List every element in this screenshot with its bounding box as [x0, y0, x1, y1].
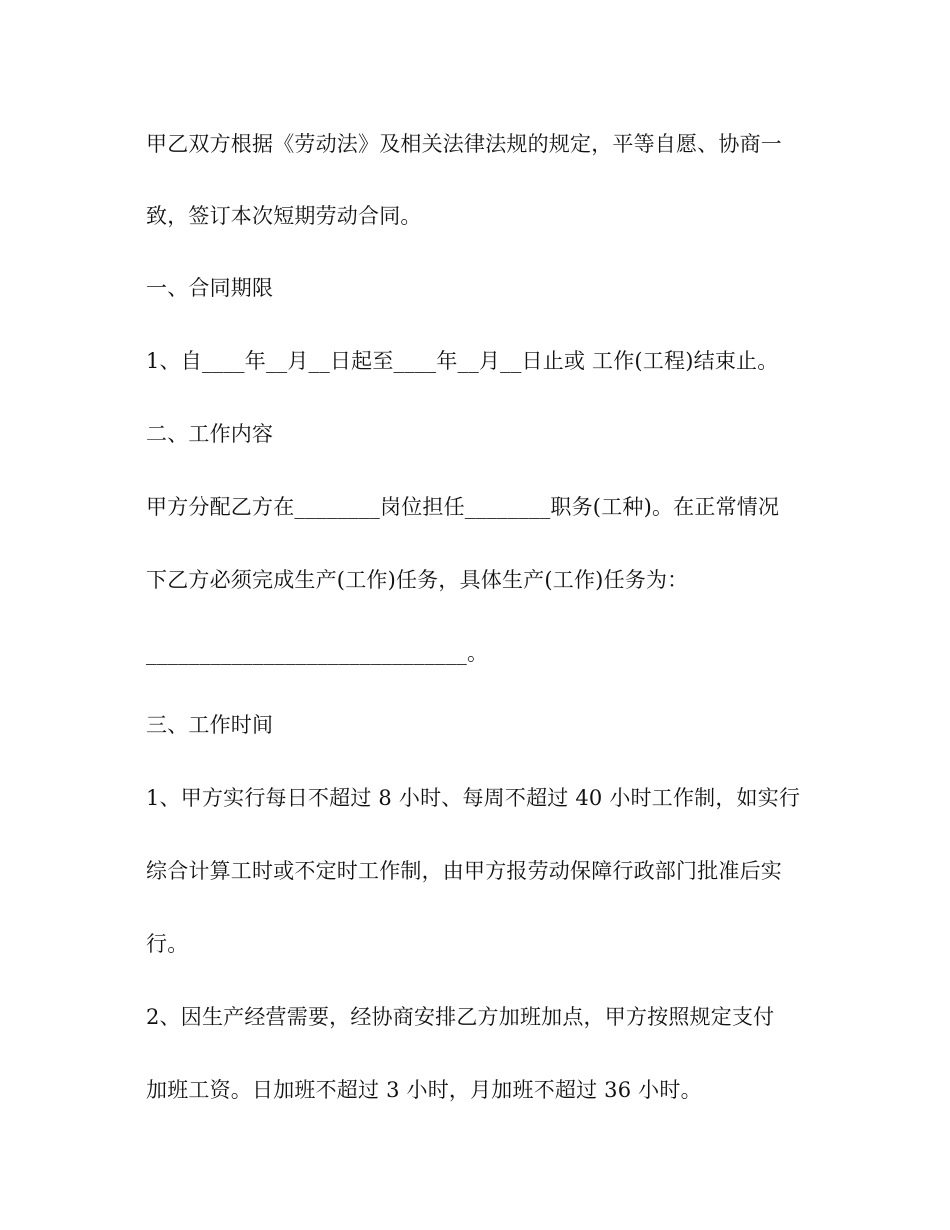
- section-heading-contract-term: 一、合同期限: [146, 276, 274, 300]
- section-heading-work-hours: 三、工作时间: [146, 713, 274, 737]
- clause-work-content-line-1: 甲方分配乙方在________岗位担任________职务(工种)。在正常情况: [146, 495, 780, 519]
- clause-work-hours-2-line-1: 2、因生产经营需要，经协商安排乙方加班加点，甲方按照规定支付: [146, 1005, 775, 1029]
- paragraph-intro-line-1: 甲乙双方根据《劳动法》及相关法律法规的规定，平等自愿、协商一: [146, 132, 782, 156]
- clause-work-hours-1-line-3: 行。: [146, 932, 189, 956]
- clause-term-dates: 1、自____年__月__日起至____年__月__日止或 工作(工程)结束止。: [146, 349, 779, 373]
- section-heading-work-content: 二、工作内容: [146, 422, 274, 446]
- clause-work-hours-1-line-2: 综合计算工时或不定时工作制，由甲方报劳动保障行政部门批准后实: [146, 859, 782, 883]
- paragraph-intro-line-2: 致，签订本次短期劳动合同。: [146, 204, 422, 228]
- clause-work-content-line-2: 下乙方必须完成生产(工作)任务，具体生产(工作)任务为：: [146, 568, 689, 592]
- clause-work-hours-2-line-2: 加班工资。日加班不超过 3 小时，月加班不超过 36 小时。: [146, 1078, 702, 1102]
- clause-work-content-blank: ______________________________。: [146, 641, 489, 665]
- clause-work-hours-1-line-1: 1、甲方实行每日不超过 8 小时、每周不超过 40 小时工作制，如实行: [146, 786, 801, 810]
